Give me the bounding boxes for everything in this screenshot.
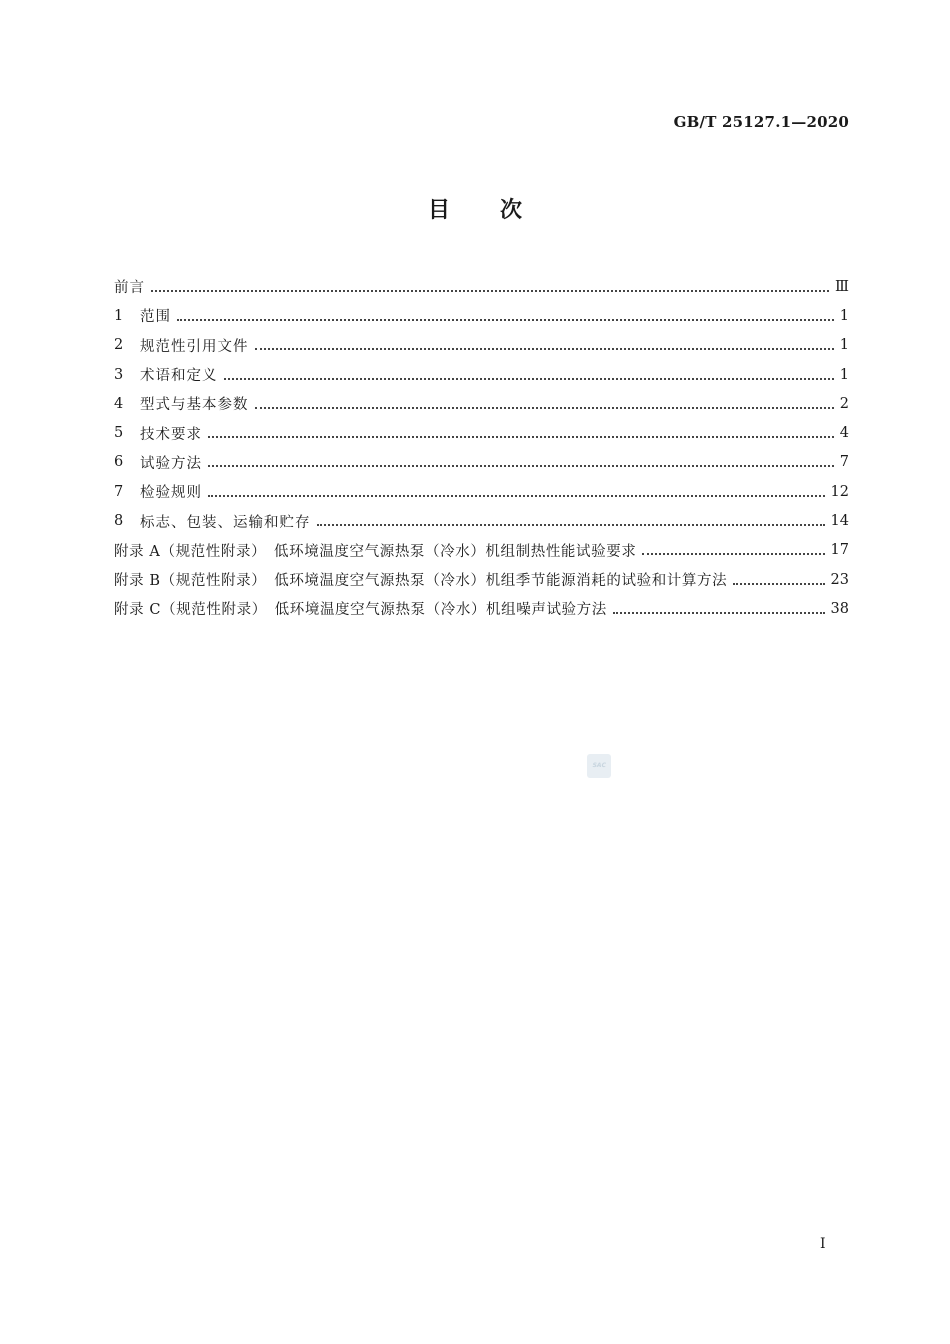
toc-entry-page: 1: [839, 366, 849, 383]
toc-entry-label: 型式与基本参数: [140, 397, 249, 414]
toc-entry-label: 范围: [140, 309, 171, 326]
toc-entry-label: 附录 B（规范性附录） 低环境温度空气源热泵（冷水）机组季节能源消耗的试验和计算方法: [114, 573, 728, 590]
toc-entry-appendix-c[interactable]: [114, 594, 849, 623]
toc-entry-label: 前言: [114, 280, 145, 297]
toc-leader-dots: [733, 581, 824, 585]
toc-entry-number: 2: [114, 337, 124, 354]
toc-entry-number: 6: [114, 454, 124, 471]
toc-entry-number: 8: [114, 513, 124, 530]
toc-entry-page: 4: [839, 425, 849, 442]
toc-leader-dots: [208, 434, 834, 438]
toc-entry-label: 检验规则: [140, 485, 202, 502]
toc-entry-number: 1: [114, 307, 124, 324]
toc-entry-3[interactable]: [114, 360, 849, 389]
toc-entry-label: 附录 A（规范性附录） 低环境温度空气源热泵（冷水）机组制热性能试验要求: [114, 543, 637, 560]
toc-leader-dots: [224, 376, 834, 380]
toc-entry-8[interactable]: [114, 506, 849, 535]
toc-entry-2[interactable]: [114, 331, 849, 360]
toc-entry-label: 附录 C（规范性附录） 低环境温度空气源热泵（冷水）机组噪声试验方法: [114, 602, 607, 619]
toc-entry-page: 1: [839, 337, 849, 354]
toc-entry-page: Ⅲ: [835, 278, 849, 295]
toc-entry-page: 14: [830, 513, 849, 530]
toc-entry-page: 12: [830, 483, 849, 500]
toc-leader-dots: [151, 288, 829, 292]
toc-entry-7[interactable]: [114, 477, 849, 506]
toc-leader-dots: [317, 522, 825, 526]
toc-entry-appendix-a[interactable]: [114, 536, 849, 565]
toc-entry-label: 技术要求: [140, 426, 202, 443]
toc-leader-dots: [208, 493, 825, 497]
toc-entry-number: 4: [114, 395, 124, 412]
toc-entry-5[interactable]: [114, 418, 849, 447]
toc-entry-appendix-b[interactable]: [114, 565, 849, 594]
table-of-contents: [114, 272, 849, 624]
toc-entry-6[interactable]: [114, 448, 849, 477]
toc-leader-dots: [177, 317, 834, 321]
toc-entry-number: 3: [114, 366, 124, 383]
page-title: 目次: [427, 198, 572, 223]
toc-leader-dots: [255, 405, 834, 409]
toc-entry-label: 试验方法: [140, 455, 202, 472]
sac-logo-icon: [587, 754, 611, 778]
toc-entry-page: 23: [830, 571, 849, 588]
toc-leader-dots: [208, 463, 834, 467]
toc-entry-label: 标志、包装、运输和贮存: [140, 514, 311, 531]
toc-entry-number: 7: [114, 483, 124, 500]
toc-entry-number: 5: [114, 425, 124, 442]
toc-leader-dots: [255, 346, 834, 350]
standard-number: GB/T 25127.1—2020: [673, 113, 849, 131]
toc-entry-page: 38: [830, 600, 849, 617]
toc-entry-page: 17: [830, 542, 849, 559]
toc-entry-page: 7: [839, 454, 849, 471]
toc-entry-label: 术语和定义: [140, 368, 218, 385]
toc-leader-dots: [642, 551, 824, 555]
toc-entry-foreword[interactable]: [114, 272, 849, 301]
toc-entry-page: 2: [839, 395, 849, 412]
toc-entry-1[interactable]: [114, 301, 849, 330]
page-number: Ⅰ: [820, 1236, 826, 1252]
toc-entry-page: 1: [839, 307, 849, 324]
toc-leader-dots: [613, 610, 825, 614]
toc-entry-label: 规范性引用文件: [140, 338, 249, 355]
watermark-text: SAC: [591, 762, 607, 769]
toc-entry-4[interactable]: [114, 389, 849, 418]
